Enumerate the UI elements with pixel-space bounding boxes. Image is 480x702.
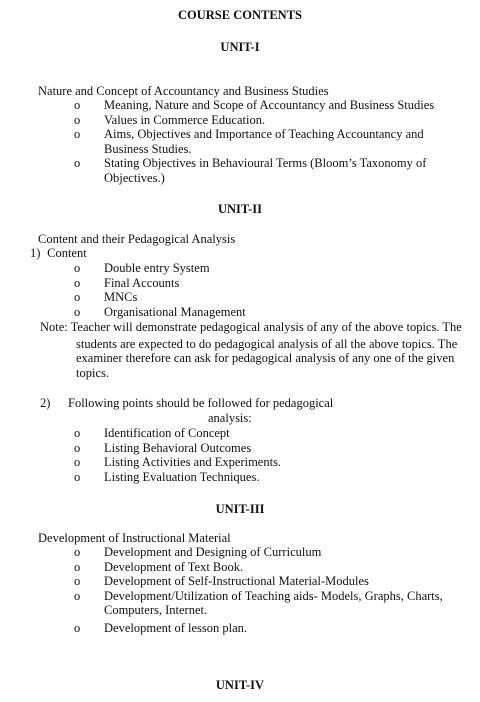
list-item: o Organisational Management <box>74 304 246 319</box>
unit-3-list <box>0 545 480 636</box>
unit-3-intro: Development of Instructional Material <box>38 531 231 545</box>
unit-1-intro: Nature and Concept of Accountancy and Business Studies <box>38 84 329 98</box>
list-item: o Aims, Objectives and Importance of Teaching Accountancy and Business Studies. <box>74 127 424 156</box>
unit-2-intro: Content and their Pedagogical Analysis <box>38 232 236 246</box>
list-item: o Final Accounts <box>74 275 180 290</box>
unit-2-note: Note: Teacher will demonstrate pedagogical analysis of any of the above topics. The students are expected to do pedagogical analysis of all the above topics. The examiner therefore can ask for pedagogical analysis of any one of the given topics. <box>40 320 462 380</box>
unit-2-list <box>0 261 480 319</box>
list-item: o MNCs <box>74 290 138 305</box>
unit-4-heading: UNIT-IV <box>215 678 265 692</box>
bullet-icon: o <box>74 574 81 589</box>
list-item: o Values in Commerce Education. <box>74 112 266 127</box>
list-item: o Meaning, Nature and Scope of Accountancy and Business Studies <box>74 98 435 112</box>
unit-3-heading: UNIT-III <box>215 502 265 516</box>
bullet-icon: o <box>74 426 81 440</box>
list-item: o Listing Behavioral Outcomes <box>74 440 252 455</box>
bullet-icon: o <box>74 440 81 455</box>
unit-2-list-2 <box>0 426 480 484</box>
list-item: o Development of Text Book. <box>74 559 244 574</box>
unit-2-subsection-1: 1) Content <box>30 246 87 260</box>
bullet-icon: o <box>74 545 81 559</box>
list-item: o Identification of Concept <box>74 426 230 440</box>
bullet-icon: o <box>74 588 81 603</box>
bullet-icon: o <box>74 156 81 171</box>
list-item: o Listing Evaluation Techniques. <box>74 469 260 484</box>
bullet-icon: o <box>74 304 81 319</box>
bullet-icon: o <box>74 98 81 112</box>
bullet-icon: o <box>74 112 81 127</box>
bullet-icon: o <box>74 620 81 635</box>
document-title: COURSE CONTENTS <box>178 8 302 22</box>
unit-2-heading: UNIT-II <box>217 202 262 216</box>
list-item: o Development of lesson plan. <box>74 620 248 635</box>
bullet-icon: o <box>74 261 81 275</box>
list-item: o Development of Self-Instructional Material-Modules <box>74 574 369 589</box>
bullet-icon: o <box>74 455 81 470</box>
bullet-icon: o <box>74 559 81 574</box>
unit-2-subsection-2: 2) Following points should be followed for pedagogical analysis: <box>40 396 334 425</box>
list-item: o Development/Utilization of Teaching aids- Models, Graphs, Charts, Computers, Internet. <box>74 588 443 618</box>
bullet-icon: o <box>74 469 81 484</box>
list-item: o Listing Activities and Experiments. <box>74 455 282 470</box>
unit-1-heading: UNIT-I <box>220 40 260 54</box>
list-item: o Development and Designing of Curriculum <box>74 545 322 559</box>
list-item: o Stating Objectives in Behavioural Terms (Bloom’s Taxonomy of Objectives.) <box>74 156 427 185</box>
bullet-icon: o <box>74 275 81 290</box>
bullet-icon: o <box>74 290 81 305</box>
unit-1-list <box>0 98 480 186</box>
list-item: o Double entry System <box>74 261 210 275</box>
bullet-icon: o <box>74 127 81 142</box>
